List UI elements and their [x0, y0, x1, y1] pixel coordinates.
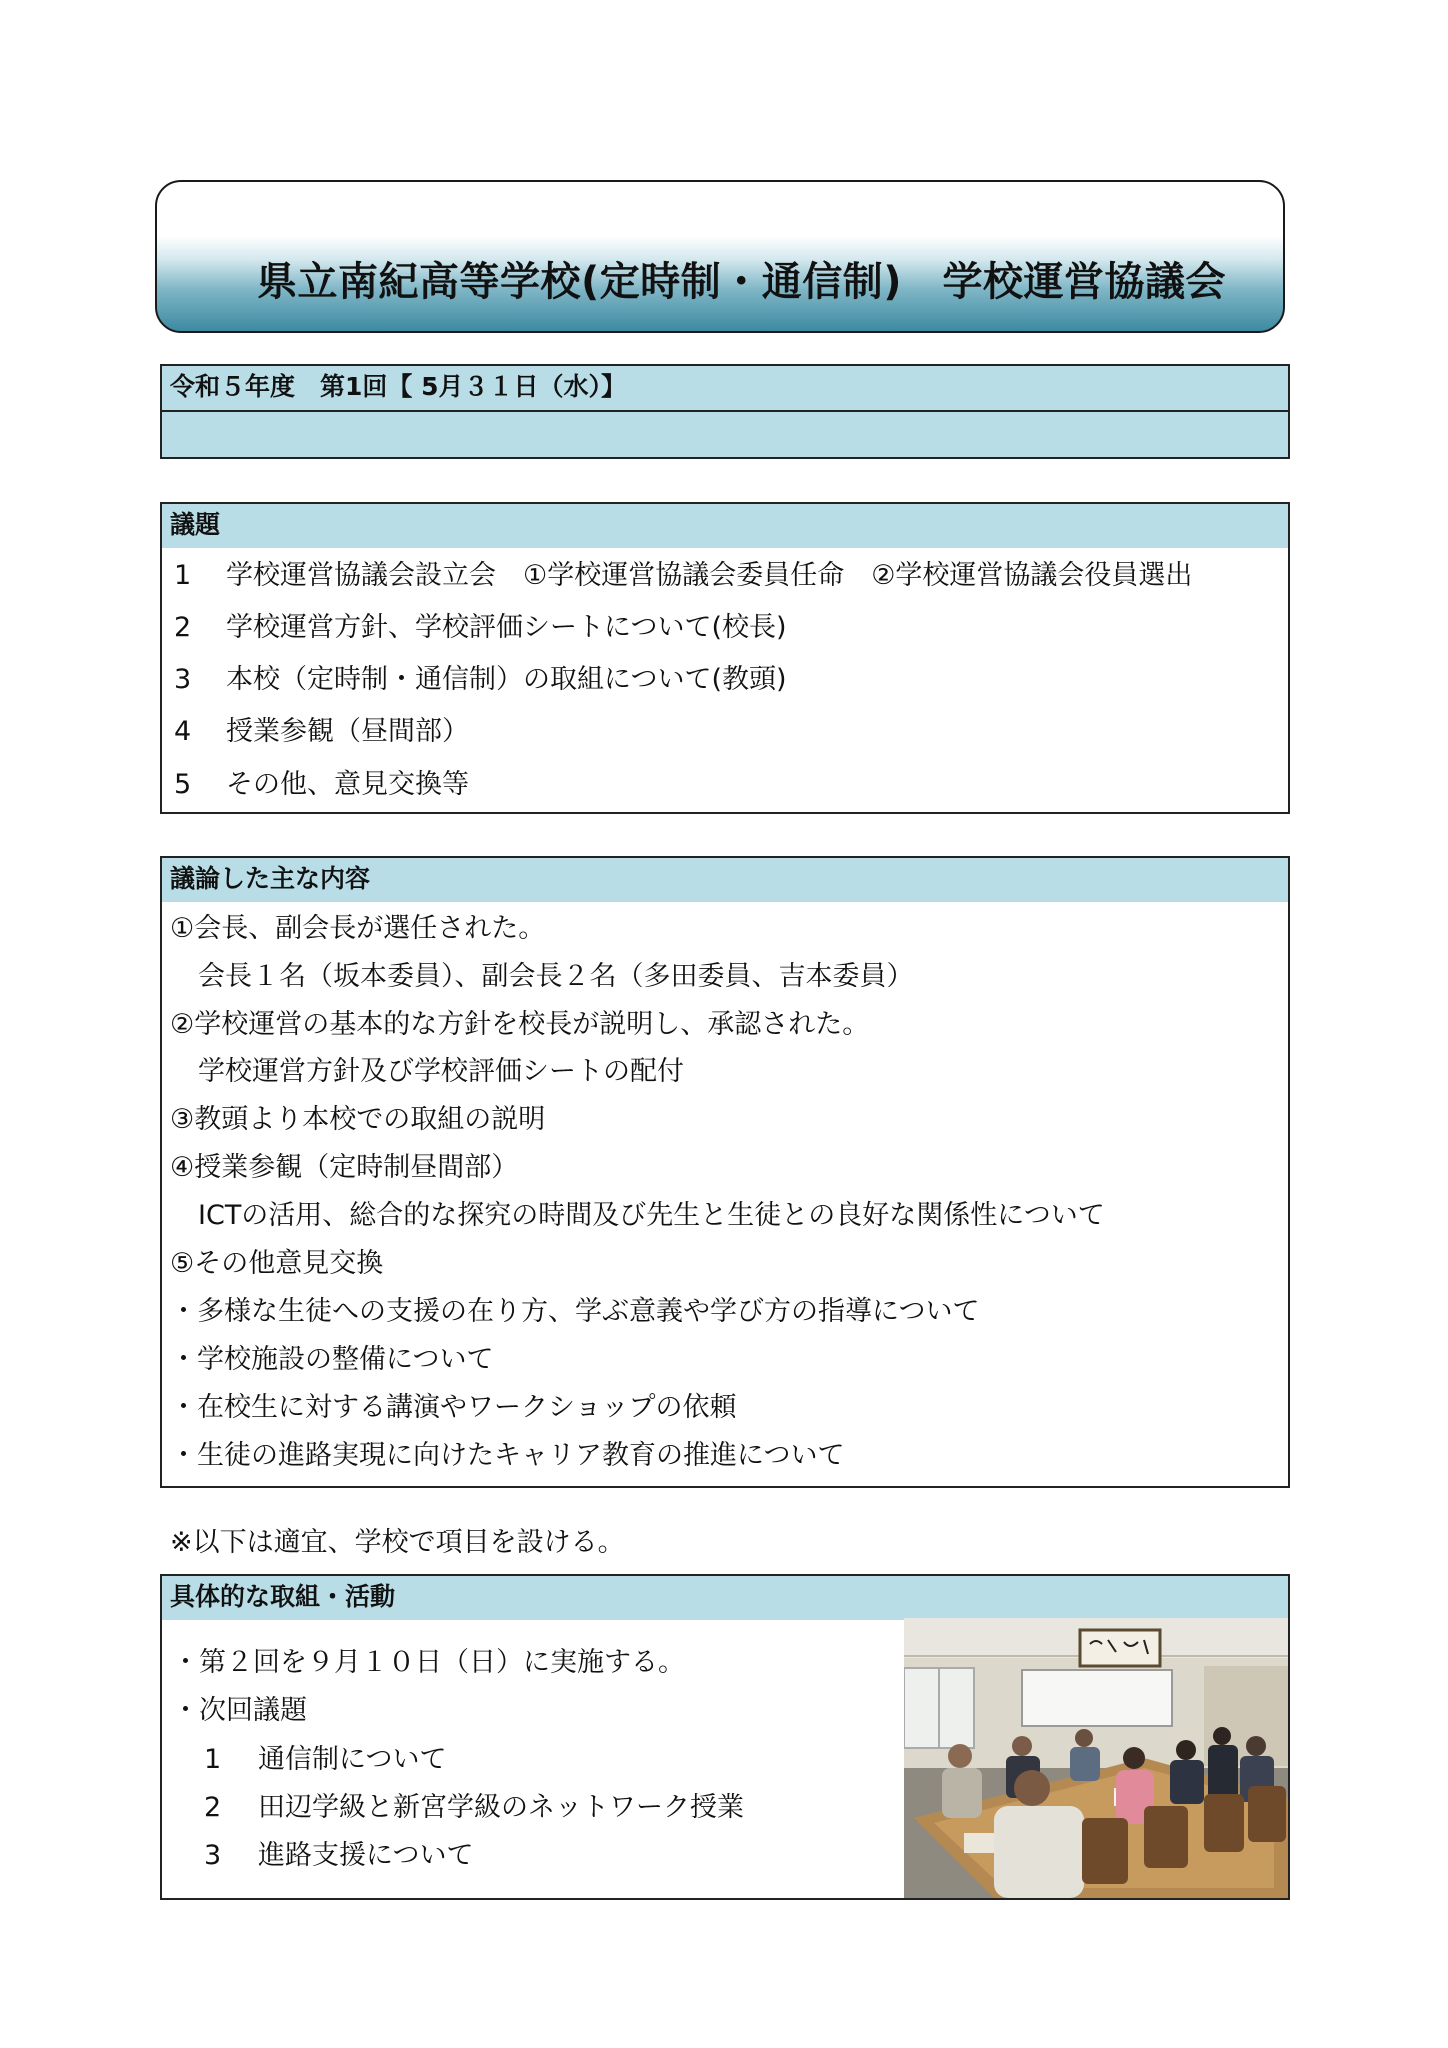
discussion-line: ④授業参観（定時制昼間部）	[170, 1152, 519, 1183]
meeting-blank-row	[162, 412, 1288, 457]
discussion-header: 議論した主な内容	[162, 858, 1288, 902]
activity-item-text: 田辺学級と新宮学級のネットワーク授業	[258, 1792, 744, 1823]
agenda-item	[174, 657, 787, 696]
agenda-item-number: 5	[174, 769, 192, 800]
discussion-box	[160, 856, 1290, 1488]
note-text: ※以下は適宜、学校で項目を設ける。	[170, 1527, 625, 1558]
agenda-item	[174, 553, 1192, 592]
agenda-item-text: 本校（定時制・通信制）の取組について(教頭)	[226, 664, 787, 695]
agenda-item-text: その他、意見交換等	[226, 769, 469, 800]
activity-item	[204, 1785, 744, 1824]
agenda-item-number: 4	[174, 716, 192, 747]
meeting-header: 令和５年度 第1回【 5月３１日（水）】	[162, 366, 1288, 412]
agenda-item-text: 授業参観（昼間部）	[226, 716, 469, 747]
activity-line: ・第２回を９月１０日（日）に実施する。	[172, 1647, 685, 1678]
meeting-photo-image	[904, 1618, 1288, 1898]
activity-item-text: 通信制について	[258, 1744, 447, 1775]
agenda-item-number: 2	[174, 612, 192, 643]
discussion-line: ・在校生に対する講演やワークショップの依頼	[170, 1392, 737, 1423]
discussion-line: ③教頭より本校での取組の説明	[170, 1104, 546, 1135]
agenda-item-text: 学校運営方針、学校評価シートについて(校長)	[226, 612, 787, 643]
activity-item-number: 1	[204, 1744, 222, 1775]
activity-line: ・次回議題	[172, 1695, 307, 1726]
agenda-item	[174, 709, 469, 748]
agenda-item	[174, 762, 469, 801]
agenda-item-number: 3	[174, 664, 192, 695]
activity-item-number: 2	[204, 1792, 222, 1823]
discussion-line: ①会長、副会長が選任された。	[170, 913, 546, 944]
agenda-header: 議題	[162, 504, 1288, 548]
title-banner	[155, 180, 1285, 333]
discussion-line: ・多様な生徒への支援の在り方、学ぶ意義や学び方の指導について	[170, 1296, 980, 1327]
activity-item-text: 進路支援について	[258, 1840, 474, 1871]
agenda-item	[174, 605, 787, 644]
activity-item-number: 3	[204, 1840, 222, 1871]
discussion-line: 学校運営方針及び学校評価シートの配付	[198, 1056, 684, 1087]
activity-header: 具体的な取組・活動	[162, 1576, 1288, 1620]
meeting-photo	[904, 1618, 1288, 1898]
activity-item	[204, 1737, 446, 1776]
meeting-info-box	[160, 364, 1290, 459]
discussion-line: ICTの活用、総合的な探究の時間及び先生と生徒との良好な関係性について	[198, 1200, 1105, 1231]
discussion-line: ・学校施設の整備について	[170, 1344, 494, 1375]
activity-box	[160, 1574, 1290, 1900]
discussion-line: ②学校運営の基本的な方針を校長が説明し、承認された。	[170, 1009, 870, 1040]
agenda-item-text: 学校運営協議会設立会 ①学校運営協議会委員任命 ②学校運営協議会役員選出	[226, 560, 1193, 591]
discussion-line: 会長１名（坂本委員）、副会長２名（多田委員、吉本委員）	[198, 961, 914, 992]
activity-item	[204, 1833, 473, 1872]
page-title: 県立南紀高等学校(定時制・通信制) 学校運営協議会	[257, 259, 1227, 305]
discussion-line: ・生徒の進路実現に向けたキャリア教育の推進について	[170, 1440, 845, 1471]
agenda-item-number: 1	[174, 560, 192, 591]
discussion-line: ⑤その他意見交換	[170, 1248, 384, 1279]
agenda-box	[160, 502, 1290, 814]
